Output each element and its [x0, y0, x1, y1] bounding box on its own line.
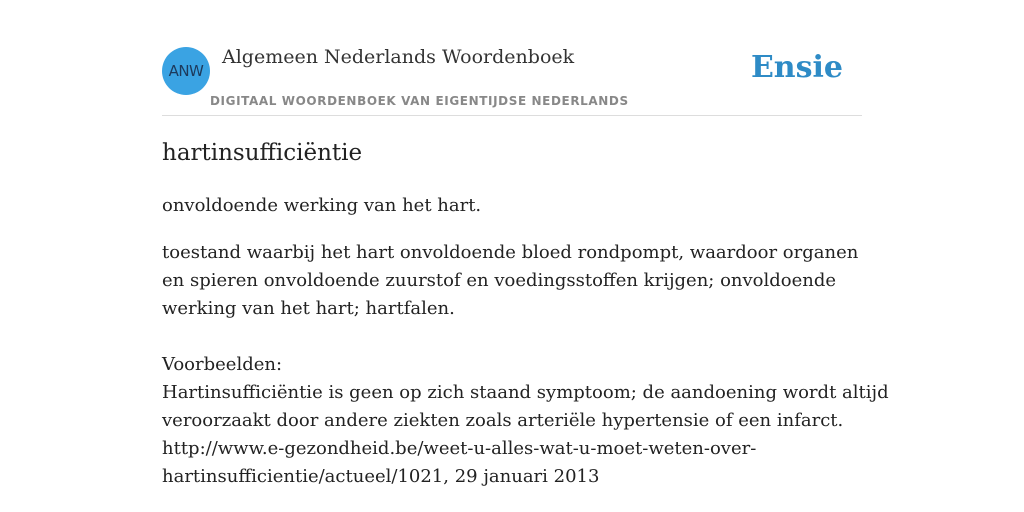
ensie-brand-logo[interactable]: Ensie	[750, 50, 843, 85]
example-line: Hartinsufficiëntie is geen op zich staand symptoom; de aandoening wordt altijd	[162, 382, 889, 403]
dictionary-subtitle: DIGITAAL WOORDENBOEK VAN EIGENTIJDSE NEDERLANDS	[210, 94, 629, 108]
examples-section	[162, 351, 889, 491]
example-source-link: http://www.e-gezondheid.be/weet-u-alles-wat-u-moet-weten-over-	[162, 438, 757, 459]
example-source-date: hartinsufficientie/actueel/1021, 29 januari 2013	[162, 466, 600, 487]
header	[162, 0, 862, 116]
examples-label: Voorbeelden:	[162, 354, 283, 375]
anw-logo[interactable]	[162, 47, 210, 95]
dictionary-title[interactable]: Algemeen Nederlands Woordenboek	[222, 46, 575, 68]
example-line: veroorzaakt door andere ziekten zoals arteriële hypertensie of een infarct.	[162, 410, 844, 431]
logo-text: ANW	[168, 62, 204, 80]
short-definition: onvoldoende werking van het hart.	[162, 195, 482, 216]
entry-card	[162, 0, 889, 512]
term-title: hartinsufficiëntie	[162, 140, 363, 166]
long-definition: toestand waarbij het hart onvoldoende bloed rondpompt, waardoor organen en spieren onvoldoende zuurstof en voedingsstoffen krijgen; onvoldoende werking van het hart; hartfalen.	[162, 242, 859, 319]
